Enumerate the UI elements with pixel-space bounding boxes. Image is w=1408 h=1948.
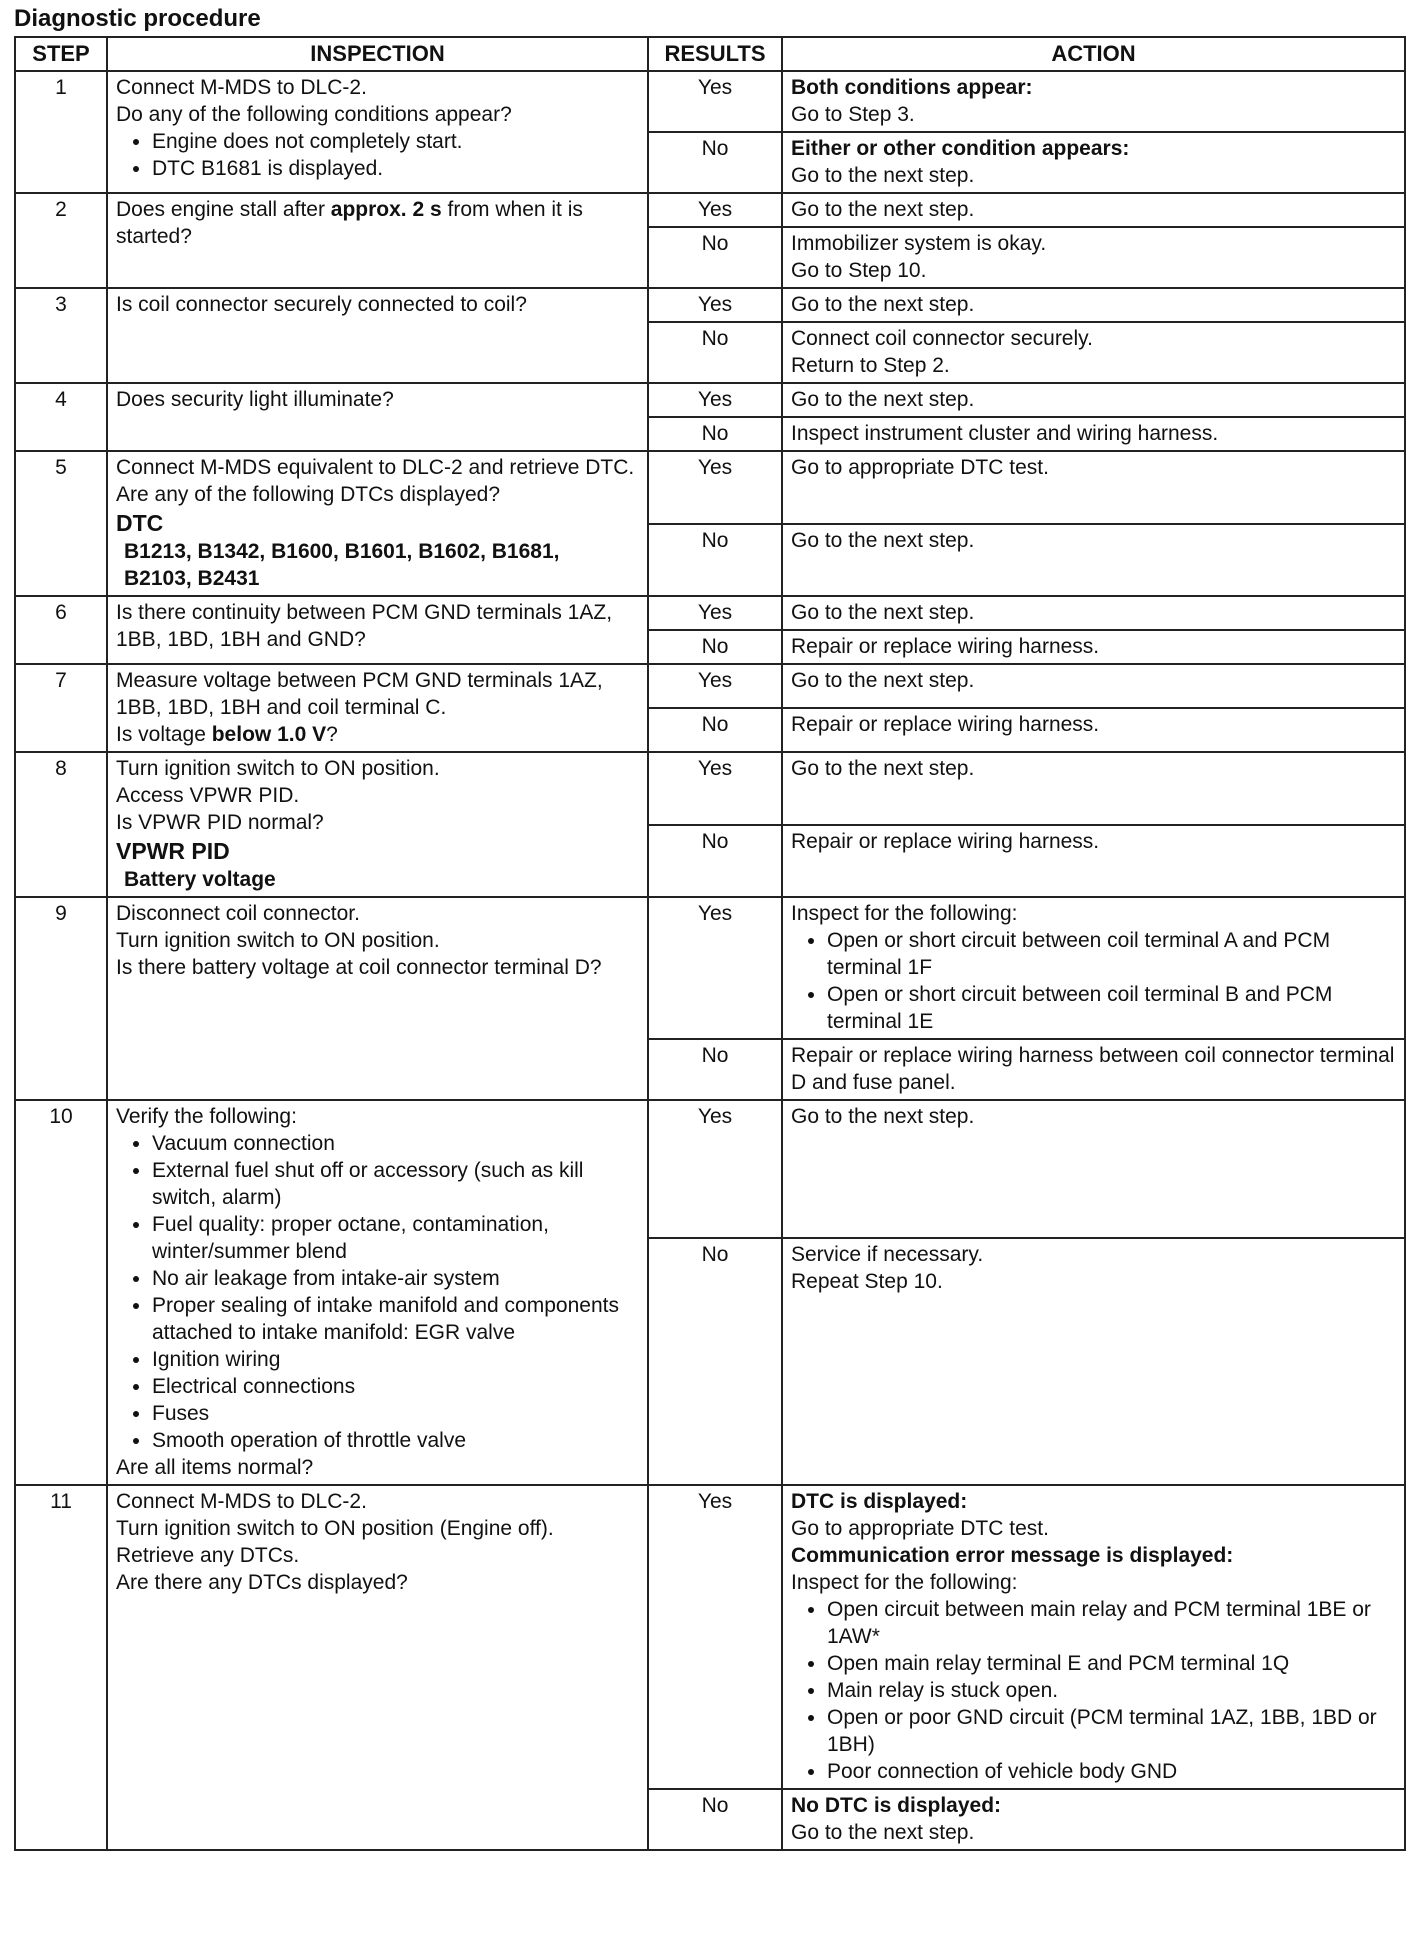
table-header-row — [15, 37, 1405, 71]
table-row — [15, 193, 1405, 227]
action-bullet: • Open circuit between main relay and PCM terminal 1BE or 1AW* — [827, 1596, 1396, 1650]
action-cell — [782, 524, 1405, 597]
action-line: Go to the next step. — [791, 1821, 975, 1844]
step-number: 5 — [15, 451, 107, 596]
inspection-cell — [107, 1485, 648, 1850]
inspection-bullet-list — [116, 1130, 639, 1454]
inspection-cell — [107, 752, 648, 897]
inspection-bullet-list — [116, 128, 639, 182]
table-row — [15, 383, 1405, 417]
table-row — [15, 71, 1405, 132]
spec-value: B1213, B1342, B1600, B1601, B1602, B1681, — [124, 540, 560, 563]
action-line: Go to the next step. — [791, 164, 975, 187]
action-heading: Communication error message is displayed: — [791, 1544, 1234, 1567]
inspection-bullet: • Fuses — [152, 1400, 639, 1427]
inspection-text: Does engine stall after — [116, 198, 331, 221]
action-cell — [782, 897, 1405, 1039]
inspection-line: Turn ignition switch to ON position. — [116, 757, 440, 780]
inspection-bullet: • Smooth operation of throttle valve — [152, 1427, 639, 1454]
inspection-line: Retrieve any DTCs. — [116, 1544, 300, 1567]
action-line: Go to the next step. — [791, 757, 975, 780]
inspection-bullet: • Electrical connections — [152, 1373, 639, 1400]
action-cell — [782, 193, 1405, 227]
header-results: RESULTS — [648, 37, 782, 71]
inspection-cell — [107, 193, 648, 288]
result-label: Yes — [648, 71, 782, 132]
table-row — [15, 897, 1405, 1039]
result-label: Yes — [648, 383, 782, 417]
action-bullet: • Poor connection of vehicle body GND — [827, 1758, 1396, 1785]
inspection-emphasis: below 1.0 V — [211, 723, 327, 746]
inspection-text: Is voltage — [116, 723, 212, 746]
step-number: 2 — [15, 193, 107, 288]
action-cell — [782, 227, 1405, 288]
action-line: Service if necessary. — [791, 1242, 984, 1266]
result-label: Yes — [648, 664, 782, 708]
inspection-text: from when it is started? — [116, 198, 583, 248]
result-label: No — [648, 1238, 782, 1485]
step-number: 7 — [15, 664, 107, 752]
action-line: Repeat Step 10. — [791, 1269, 943, 1293]
action-line: Go to appropriate DTC test. — [791, 456, 1049, 479]
table-row — [15, 1100, 1405, 1238]
step-number: 8 — [15, 752, 107, 897]
action-line: Repair or replace wiring harness. — [791, 635, 1100, 658]
step-number: 9 — [15, 897, 107, 1100]
action-cell — [782, 708, 1405, 752]
action-heading: Both conditions appear: — [791, 76, 1033, 99]
inspection-bullet: • DTC B1681 is displayed. — [152, 155, 639, 182]
step-number: 4 — [15, 383, 107, 451]
action-bullet: • Open or short circuit between coil terminal B and PCM terminal 1E — [827, 981, 1396, 1035]
action-line: Go to the next step. — [791, 1105, 975, 1128]
action-line: Go to the next step. — [791, 293, 975, 316]
diagnostic-table — [14, 36, 1406, 1851]
inspection-bullet: • Engine does not completely start. — [152, 128, 639, 155]
action-line: Inspect for the following: — [791, 902, 1018, 925]
action-cell — [782, 1485, 1405, 1789]
action-line: Go to Step 10. — [791, 259, 927, 282]
action-bullet-list — [791, 1596, 1396, 1785]
inspection-bullet: • Proper sealing of intake manifold and components attached to intake manifold: EGR valve — [152, 1292, 639, 1346]
spec-heading: DTC — [116, 510, 164, 536]
inspection-emphasis: approx. 2 s — [330, 198, 442, 221]
action-cell — [782, 132, 1405, 193]
result-label: Yes — [648, 451, 782, 524]
inspection-line: Is there battery voltage at coil connector terminal D? — [116, 956, 602, 979]
action-cell — [782, 288, 1405, 322]
inspection-bullet: • External fuel shut off or accessory (such as kill switch, alarm) — [152, 1157, 639, 1211]
action-cell — [782, 417, 1405, 451]
result-label: No — [648, 524, 782, 597]
inspection-cell — [107, 383, 648, 451]
table-row — [15, 1485, 1405, 1789]
result-label: No — [648, 708, 782, 752]
section-title: Diagnostic procedure — [14, 5, 261, 32]
table-row — [15, 752, 1405, 825]
action-bullet: • Open or short circuit between coil terminal A and PCM terminal 1F — [827, 927, 1396, 981]
step-number: 3 — [15, 288, 107, 383]
action-cell — [782, 596, 1405, 630]
inspection-line: Is coil connector securely connected to coil? — [116, 293, 527, 316]
table-body — [15, 71, 1405, 1850]
inspection-bullet: • Fuel quality: proper octane, contamination, winter/summer blend — [152, 1211, 639, 1265]
action-cell — [782, 1100, 1405, 1238]
result-label: No — [648, 825, 782, 898]
action-line: Inspect for the following: — [791, 1571, 1018, 1594]
inspection-cell — [107, 596, 648, 664]
inspection-line: Access VPWR PID. — [116, 784, 300, 807]
result-label: No — [648, 1789, 782, 1850]
action-line: Inspect instrument cluster and wiring harness. — [791, 422, 1219, 445]
inspection-question — [116, 196, 639, 250]
inspection-line: Are any of the following DTCs displayed? — [116, 483, 501, 506]
action-line: Immobilizer system is okay. — [791, 232, 1047, 255]
inspection-line: Does security light illuminate? — [116, 388, 394, 411]
action-cell — [782, 451, 1405, 524]
result-label: Yes — [648, 897, 782, 1039]
inspection-cell — [107, 288, 648, 383]
inspection-line: Verify the following: — [116, 1105, 297, 1128]
action-line: Go to the next step. — [791, 388, 975, 411]
inspection-cell — [107, 1100, 648, 1485]
inspection-cell — [107, 71, 648, 193]
table-row — [15, 288, 1405, 322]
action-cell — [782, 1039, 1405, 1100]
action-line: Go to Step 3. — [791, 103, 915, 126]
action-line: Go to the next step. — [791, 198, 975, 221]
action-cell — [782, 1238, 1405, 1485]
action-bullet: • Main relay is stuck open. — [827, 1677, 1396, 1704]
action-cell — [782, 71, 1405, 132]
result-label: Yes — [648, 1100, 782, 1238]
inspection-line: Connect M-MDS equivalent to DLC-2 and retrieve DTC. — [116, 456, 635, 479]
header-action: ACTION — [782, 37, 1405, 71]
action-bullet: • Open or poor GND circuit (PCM terminal 1AZ, 1BB, 1BD or 1BH) — [827, 1704, 1396, 1758]
step-number: 6 — [15, 596, 107, 664]
action-cell — [782, 825, 1405, 898]
result-label: No — [648, 322, 782, 383]
action-line: Repair or replace wiring harness. — [791, 829, 1100, 853]
action-line: Connect coil connector securely. — [791, 327, 1093, 350]
inspection-line: Disconnect coil connector. — [116, 902, 360, 925]
spec-value: Battery voltage — [124, 868, 276, 891]
inspection-line: Is VPWR PID normal? — [116, 811, 324, 834]
result-label: Yes — [648, 193, 782, 227]
action-cell — [782, 383, 1405, 417]
action-cell — [782, 322, 1405, 383]
result-label: No — [648, 132, 782, 193]
inspection-bullet: • No air leakage from intake-air system — [152, 1265, 639, 1292]
result-label: Yes — [648, 288, 782, 322]
action-line: Go to the next step. — [791, 528, 975, 552]
action-heading: DTC is displayed: — [791, 1490, 968, 1513]
spec-heading: VPWR PID — [116, 838, 230, 864]
action-line: Go to appropriate DTC test. — [791, 1517, 1049, 1540]
table-row — [15, 664, 1405, 708]
inspection-bullet: • Vacuum connection — [152, 1130, 639, 1157]
result-label: Yes — [648, 1485, 782, 1789]
result-label: No — [648, 630, 782, 664]
action-cell — [782, 1789, 1405, 1850]
inspection-question — [116, 721, 639, 748]
inspection-line: Is there continuity between PCM GND terminals 1AZ, 1BB, 1BD, 1BH and GND? — [116, 601, 613, 651]
result-label: No — [648, 417, 782, 451]
result-label: No — [648, 227, 782, 288]
inspection-bullet: • Ignition wiring — [152, 1346, 639, 1373]
inspection-text: ? — [326, 723, 338, 746]
inspection-line: Connect M-MDS to DLC-2. — [116, 1490, 367, 1513]
header-inspection: INSPECTION — [107, 37, 648, 71]
action-line: Go to the next step. — [791, 669, 975, 692]
inspection-cell — [107, 451, 648, 596]
action-heading: No DTC is displayed: — [791, 1794, 1002, 1817]
action-bullet-list — [791, 927, 1396, 1035]
result-label: No — [648, 1039, 782, 1100]
inspection-line: Do any of the following conditions appear? — [116, 103, 512, 126]
step-number: 1 — [15, 71, 107, 193]
result-label: Yes — [648, 752, 782, 825]
inspection-cell — [107, 664, 648, 752]
header-step: STEP — [15, 37, 107, 71]
action-cell — [782, 630, 1405, 664]
step-number: 11 — [15, 1485, 107, 1850]
action-heading: Either or other condition appears: — [791, 137, 1130, 160]
action-line: Repair or replace wiring harness between coil connector terminal D and fuse panel. — [791, 1044, 1395, 1094]
spec-value: B2103, B2431 — [124, 567, 260, 590]
action-cell — [782, 664, 1405, 708]
table-row — [15, 451, 1405, 524]
action-line: Repair or replace wiring harness. — [791, 713, 1100, 736]
action-line: Go to the next step. — [791, 601, 975, 624]
inspection-line: Are there any DTCs displayed? — [116, 1571, 408, 1594]
action-cell — [782, 752, 1405, 825]
table-row — [15, 596, 1405, 630]
action-bullet: • Open main relay terminal E and PCM terminal 1Q — [827, 1650, 1396, 1677]
inspection-cell — [107, 897, 648, 1100]
result-label: Yes — [648, 596, 782, 630]
inspection-line: Turn ignition switch to ON position (Engine off). — [116, 1517, 554, 1540]
action-line: Return to Step 2. — [791, 354, 950, 377]
inspection-line: Turn ignition switch to ON position. — [116, 929, 440, 952]
inspection-line: Connect M-MDS to DLC-2. — [116, 76, 367, 99]
step-number: 10 — [15, 1100, 107, 1485]
inspection-line: Measure voltage between PCM GND terminals 1AZ, 1BB, 1BD, 1BH and coil terminal C. — [116, 669, 603, 719]
inspection-line: Are all items normal? — [116, 1456, 314, 1479]
